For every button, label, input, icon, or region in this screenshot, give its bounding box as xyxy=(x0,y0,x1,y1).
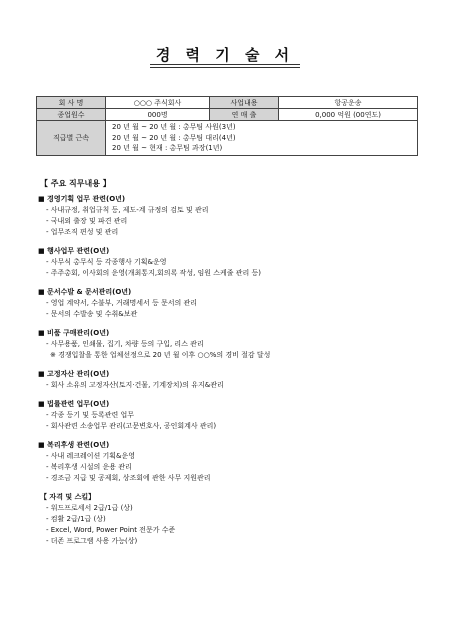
duty-group-planning xyxy=(38,194,428,238)
list-item: - 회사관련 소송업무 관리(고문변호사, 공인회계사 관리) xyxy=(46,422,217,430)
list-item: - 사무식 총무식 등 각종행사 기획&운영 xyxy=(46,258,167,266)
duty-group-documents xyxy=(38,287,428,320)
list-item: - 사내규정, 취업규칙 등, 제도-계 규정의 검토 및 관리 xyxy=(46,206,209,214)
duty-group-title: ■ 경영기획 업무 관련(O년) xyxy=(38,195,126,203)
table-row xyxy=(37,97,418,109)
list-item: - 사무용품, 인쇄물, 집기, 차량 등의 구입, 리스 관리 xyxy=(46,340,204,348)
duty-group-legal xyxy=(38,399,428,432)
tenure-value xyxy=(106,121,418,156)
tenure-line: 20 년 월 ~ 현재 : 총무팀 과장(1년) xyxy=(112,144,223,153)
company-name-value: ○○○ 주식회사 xyxy=(106,97,210,109)
list-item: - 업무조직 편성 및 관리 xyxy=(46,228,119,236)
list-item: - 영업 계약서, 수불부, 거래명세서 등 문서의 관리 xyxy=(46,299,198,307)
list-item: - 경조금 지급 및 공제회, 상조회에 관한 사무 지원관리 xyxy=(46,474,211,482)
title-underline-second xyxy=(150,67,300,68)
tenure-line: 20 년 월 ~ 20 년 월 : 총무팀 사원(3년) xyxy=(112,123,236,132)
duty-group-title: ■ 복리후생 관련(O년) xyxy=(38,441,110,449)
document-title: 경 력 기 술 서 xyxy=(155,46,295,64)
duty-group-title: ■ 문서수발 & 문서관리(O년) xyxy=(38,288,132,296)
employees-value: 000명 xyxy=(106,109,210,121)
duty-group-title: ■ 비품 구매관리(O년) xyxy=(38,329,110,337)
title-underline xyxy=(150,64,300,65)
list-item: - 국내외 출장 및 파견 관리 xyxy=(46,217,128,225)
list-item: - 더존 프로그램 사용 가능(상) xyxy=(46,537,138,545)
company-summary-table xyxy=(36,96,418,156)
list-item: - 각종 등기 및 등록관련 업무 xyxy=(46,411,135,419)
duties-section-title: 【 주요 직무내용 】 xyxy=(40,179,111,188)
duty-group-title: ■ 법률관련 업무(O년) xyxy=(38,400,110,408)
duty-group-events xyxy=(38,246,428,279)
revenue-value: 0,000 억원 (00연도) xyxy=(279,109,418,121)
table-row xyxy=(37,121,418,156)
list-item: - Excel, Word, Power Point 전문가 수준 xyxy=(46,526,176,534)
business-value: 항공운송 xyxy=(279,97,418,109)
business-label: 사업내용 xyxy=(210,97,279,109)
table-row xyxy=(37,109,418,121)
list-item: - 컴활 2급/1급 (상) xyxy=(46,515,106,523)
list-item: - 회사 소유의 고정자산(토지·건물, 기계장치)의 유지&관리 xyxy=(46,381,224,389)
qualifications-title: 【 자격 및 스킬】 xyxy=(40,493,96,501)
list-item: - 문서의 수발송 및 수취&보관 xyxy=(46,310,138,318)
tenure-line: 20 년 월 ~ 20 년 월 : 총무팀 대리(4년) xyxy=(112,133,236,142)
achievement-note: ※ 경쟁입찰을 통한 업체선정으로 20 년 월 이후 ○○%의 경비 절감 달성 xyxy=(50,351,271,359)
company-name-label: 회 사 명 xyxy=(37,97,106,109)
list-item: - 워드프로세서 2급/1급 (상) xyxy=(46,504,133,512)
duty-group-title: ■ 행사업무 관련(O년) xyxy=(38,247,110,255)
duty-group-assets xyxy=(38,369,428,391)
duty-group-purchasing xyxy=(38,328,428,361)
tenure-label: 직급별 근속 xyxy=(37,121,106,156)
document-body xyxy=(38,178,428,555)
duty-group-welfare xyxy=(38,440,428,484)
duty-group-title: ■ 고정자산 관리(O년) xyxy=(38,370,110,378)
list-item: - 주주총회, 이사회의 운영(개최통지,회의록 작성, 임원 스케줄 관리 등) xyxy=(46,269,262,277)
employees-label: 종업원수 xyxy=(37,109,106,121)
qualifications-group xyxy=(38,492,428,547)
list-item: - 사내 레크레이션 기획&운영 xyxy=(46,452,136,460)
list-item: - 복리후생 시설의 운용 관리 xyxy=(46,463,132,471)
revenue-label: 연 매 출 xyxy=(210,109,279,121)
